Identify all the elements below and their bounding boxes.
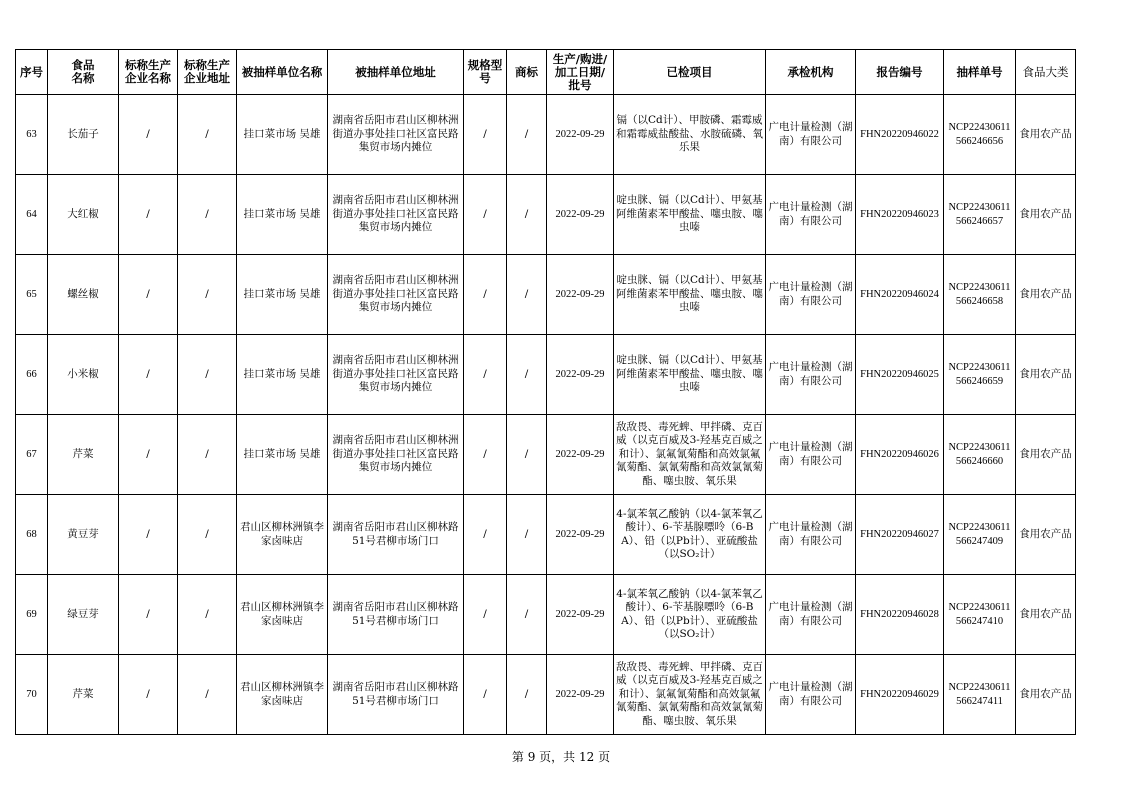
row-date: 2022-09-29	[547, 95, 614, 175]
row-producer-name: /	[119, 175, 178, 255]
row-seq: 63	[16, 95, 48, 175]
table-row	[16, 255, 1076, 335]
row-spec: /	[464, 575, 507, 655]
row-unit-name: 挂口菜市场 吴雄	[237, 175, 328, 255]
row-seq: 64	[16, 175, 48, 255]
row-food-category: 食用农产品	[1016, 495, 1076, 575]
row-date: 2022-09-29	[547, 415, 614, 495]
row-date: 2022-09-29	[547, 255, 614, 335]
header-trademark: 商标	[507, 50, 547, 95]
row-date: 2022-09-29	[547, 575, 614, 655]
row-spec: /	[464, 415, 507, 495]
row-trademark: /	[507, 255, 547, 335]
row-producer-name: /	[119, 495, 178, 575]
row-report-number: FHN20220946028	[856, 575, 944, 655]
row-seq: 67	[16, 415, 48, 495]
row-trademark: /	[507, 655, 547, 735]
row-report-number: FHN20220946022	[856, 95, 944, 175]
header-testing-institution: 承检机构	[766, 50, 856, 95]
row-report-number: FHN20220946027	[856, 495, 944, 575]
row-institution: 广电计量检测（湖南）有限公司	[766, 255, 856, 335]
row-sample-number: NCP22430611566246658	[944, 255, 1016, 335]
row-producer-name: /	[119, 255, 178, 335]
row-sample-number: NCP22430611566247411	[944, 655, 1016, 735]
row-tested-items: 4-氯苯氧乙酸钠（以4-氯苯氧乙酸计）、6-苄基腺嘌呤（6-BA）、铅（以Pb计）、亚硫酸盐（以SO₂计）	[614, 575, 766, 655]
row-institution: 广电计量检测（湖南）有限公司	[766, 175, 856, 255]
row-seq: 70	[16, 655, 48, 735]
row-tested-items: 镉（以Cd计）、甲胺磷、霜霉威和霜霉威盐酸盐、水胺硫磷、氧乐果	[614, 95, 766, 175]
page-footer: 第 9 页，共 12 页	[511, 750, 611, 764]
row-unit-address: 湖南省岳阳市君山区柳林路51号君柳市场门口	[328, 575, 464, 655]
row-producer-name: /	[119, 95, 178, 175]
table-row	[16, 415, 1076, 495]
table-row	[16, 95, 1076, 175]
row-date: 2022-09-29	[547, 335, 614, 415]
row-tested-items: 4-氯苯氧乙酸钠（以4-氯苯氧乙酸计）、6-苄基腺嘌呤（6-BA）、铅（以Pb计）、亚硫酸盐（以SO₂计）	[614, 495, 766, 575]
row-sample-number: NCP22430611566246660	[944, 415, 1016, 495]
row-trademark: /	[507, 495, 547, 575]
row-unit-address: 湖南省岳阳市君山区柳林洲街道办事处挂口社区富民路集贸市场内摊位	[328, 175, 464, 255]
row-unit-name: 挂口菜市场 吴雄	[237, 335, 328, 415]
row-trademark: /	[507, 575, 547, 655]
row-unit-address: 湖南省岳阳市君山区柳林路51号君柳市场门口	[328, 495, 464, 575]
header-spec-model: 规格型 号	[464, 50, 507, 95]
row-unit-address: 湖南省岳阳市君山区柳林洲街道办事处挂口社区富民路集贸市场内摊位	[328, 335, 464, 415]
row-institution: 广电计量检测（湖南）有限公司	[766, 95, 856, 175]
header-sampled-unit-name: 被抽样单位名称	[237, 50, 328, 95]
row-trademark: /	[507, 95, 547, 175]
row-report-number: FHN20220946026	[856, 415, 944, 495]
row-seq: 69	[16, 575, 48, 655]
row-seq: 65	[16, 255, 48, 335]
row-seq: 68	[16, 495, 48, 575]
row-food-category: 食用农产品	[1016, 335, 1076, 415]
header-sample-number: 抽样单号	[944, 50, 1016, 95]
row-producer-address: /	[178, 255, 237, 335]
row-spec: /	[464, 175, 507, 255]
row-food-category: 食用农产品	[1016, 255, 1076, 335]
row-unit-name: 君山区柳林洲镇李家卤味店	[237, 495, 328, 575]
row-unit-name: 君山区柳林洲镇李家卤味店	[237, 655, 328, 735]
row-spec: /	[464, 255, 507, 335]
row-food-category: 食用农产品	[1016, 575, 1076, 655]
row-food-name: 绿豆芽	[48, 575, 119, 655]
header-row	[16, 50, 1076, 95]
header-tested-items: 已检项目	[614, 50, 766, 95]
row-food-category: 食用农产品	[1016, 415, 1076, 495]
row-institution: 广电计量检测（湖南）有限公司	[766, 415, 856, 495]
row-date: 2022-09-29	[547, 495, 614, 575]
row-institution: 广电计量检测（湖南）有限公司	[766, 335, 856, 415]
row-sample-number: NCP22430611566247410	[944, 575, 1016, 655]
row-tested-items: 敌敌畏、毒死蜱、甲拌磷、克百威（以克百威及3-羟基克百威之和计）、氯氟氰菊酯和高效氯氟氰菊酯、氯氰菊酯和高效氯氰菊酯、噻虫胺、氧乐果	[614, 655, 766, 735]
row-food-name: 大红椒	[48, 175, 119, 255]
row-producer-address: /	[178, 175, 237, 255]
row-spec: /	[464, 95, 507, 175]
row-report-number: FHN20220946025	[856, 335, 944, 415]
row-producer-address: /	[178, 415, 237, 495]
row-unit-address: 湖南省岳阳市君山区柳林洲街道办事处挂口社区富民路集贸市场内摊位	[328, 415, 464, 495]
row-unit-address: 湖南省岳阳市君山区柳林路51号君柳市场门口	[328, 655, 464, 735]
row-sample-number: NCP22430611566246657	[944, 175, 1016, 255]
row-tested-items: 啶虫脒、镉（以Cd计）、甲氨基阿维菌素苯甲酸盐、噻虫胺、噻虫嗪	[614, 255, 766, 335]
row-seq: 66	[16, 335, 48, 415]
row-food-name: 长茄子	[48, 95, 119, 175]
row-sample-number: NCP22430611566246656	[944, 95, 1016, 175]
row-spec: /	[464, 335, 507, 415]
header-food-category: 食品大类	[1016, 50, 1076, 95]
row-tested-items: 啶虫脒、镉（以Cd计）、甲氨基阿维菌素苯甲酸盐、噻虫胺、噻虫嗪	[614, 335, 766, 415]
table-row	[16, 655, 1076, 735]
header-food-name: 食品 名称	[48, 50, 119, 95]
row-tested-items: 敌敌畏、毒死蜱、甲拌磷、克百威（以克百威及3-羟基克百威之和计）、氯氟氰菊酯和高效氯氟氰菊酯、氯氰菊酯和高效氯氰菊酯、噻虫胺、氧乐果	[614, 415, 766, 495]
header-sampled-unit-address: 被抽样单位地址	[328, 50, 464, 95]
row-spec: /	[464, 655, 507, 735]
header-report-number: 报告编号	[856, 50, 944, 95]
row-unit-name: 挂口菜市场 吴雄	[237, 95, 328, 175]
row-producer-address: /	[178, 575, 237, 655]
row-unit-name: 挂口菜市场 吴雄	[237, 255, 328, 335]
table-row	[16, 575, 1076, 655]
row-food-name: 芹菜	[48, 415, 119, 495]
row-unit-address: 湖南省岳阳市君山区柳林洲街道办事处挂口社区富民路集贸市场内摊位	[328, 255, 464, 335]
row-food-name: 螺丝椒	[48, 255, 119, 335]
header-seq: 序号	[16, 50, 48, 95]
row-producer-name: /	[119, 655, 178, 735]
row-producer-address: /	[178, 335, 237, 415]
row-trademark: /	[507, 175, 547, 255]
table-row	[16, 495, 1076, 575]
row-trademark: /	[507, 335, 547, 415]
row-food-name: 黄豆芽	[48, 495, 119, 575]
row-date: 2022-09-29	[547, 175, 614, 255]
header-claimed-producer-name: 标称生产 企业名称	[119, 50, 178, 95]
row-unit-address: 湖南省岳阳市君山区柳林洲街道办事处挂口社区富民路集贸市场内摊位	[328, 95, 464, 175]
row-unit-name: 君山区柳林洲镇李家卤味店	[237, 575, 328, 655]
row-institution: 广电计量检测（湖南）有限公司	[766, 575, 856, 655]
row-spec: /	[464, 495, 507, 575]
row-report-number: FHN20220946029	[856, 655, 944, 735]
table-row	[16, 175, 1076, 255]
row-food-category: 食用农产品	[1016, 655, 1076, 735]
row-institution: 广电计量检测（湖南）有限公司	[766, 495, 856, 575]
row-date: 2022-09-29	[547, 655, 614, 735]
row-sample-number: NCP22430611566247409	[944, 495, 1016, 575]
row-producer-address: /	[178, 655, 237, 735]
row-report-number: FHN20220946023	[856, 175, 944, 255]
row-report-number: FHN20220946024	[856, 255, 944, 335]
row-institution: 广电计量检测（湖南）有限公司	[766, 655, 856, 735]
row-producer-name: /	[119, 575, 178, 655]
inspection-results-table	[15, 49, 1076, 735]
row-food-category: 食用农产品	[1016, 175, 1076, 255]
row-tested-items: 啶虫脒、镉（以Cd计）、甲氨基阿维菌素苯甲酸盐、噻虫胺、噻虫嗪	[614, 175, 766, 255]
row-unit-name: 挂口菜市场 吴雄	[237, 415, 328, 495]
row-producer-address: /	[178, 495, 237, 575]
row-trademark: /	[507, 415, 547, 495]
row-food-name: 小米椒	[48, 335, 119, 415]
row-producer-name: /	[119, 415, 178, 495]
table-row	[16, 335, 1076, 415]
row-producer-address: /	[178, 95, 237, 175]
row-producer-name: /	[119, 335, 178, 415]
header-claimed-producer-address: 标称生产 企业地址	[178, 50, 237, 95]
header-production-date: 生产/购进/ 加工日期/ 批号	[547, 50, 614, 95]
row-food-category: 食用农产品	[1016, 95, 1076, 175]
row-food-name: 芹菜	[48, 655, 119, 735]
row-sample-number: NCP22430611566246659	[944, 335, 1016, 415]
